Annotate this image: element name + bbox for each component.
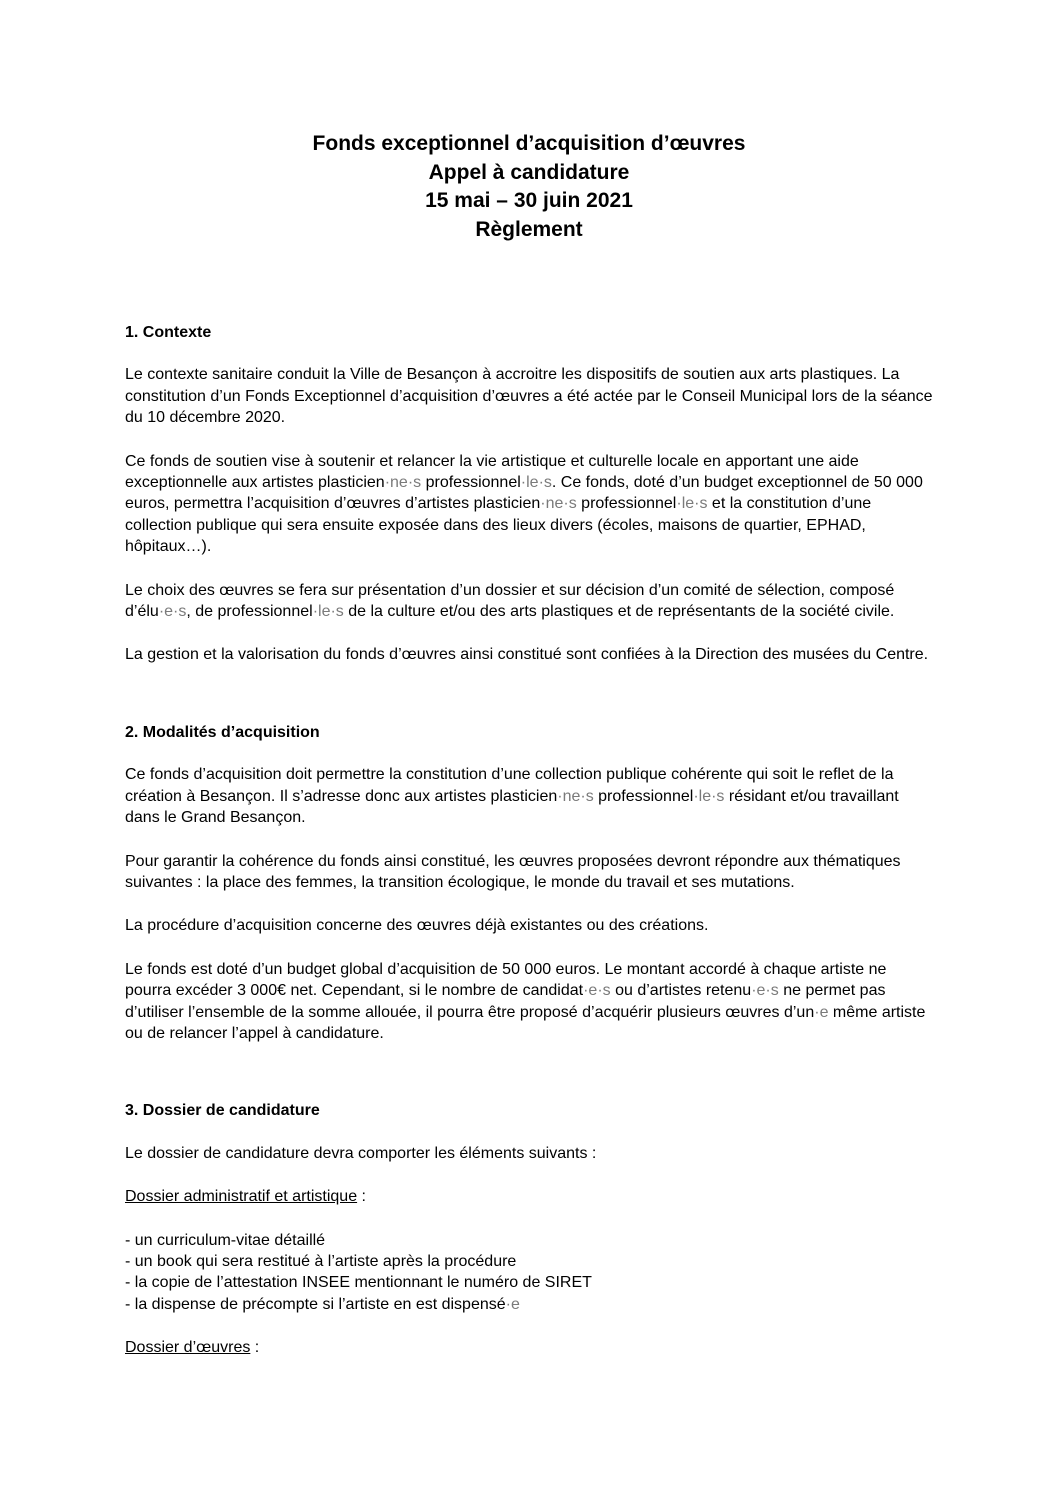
inclusive-suffix: ·e·s — [158, 603, 187, 621]
inclusive-suffix: ·le·s — [693, 787, 725, 805]
section-1-paragraph-2 — [125, 451, 935, 558]
list-item: - un book qui sera restitué à l’artiste après la procédure — [125, 1252, 517, 1270]
text-run: ne permet pas d’utiliser l’ensemble de la somme allouée, il pourra être proposé d’acquérir plusieurs œuvres d’un — [125, 982, 886, 1021]
subheading-colon: : — [357, 1188, 366, 1206]
text-run: professionnel — [593, 787, 694, 805]
requirements-list — [125, 1230, 935, 1316]
section-2-paragraph-3: La procédure d’acquisition concerne des œuvres déjà existantes ou des créations. — [125, 917, 709, 935]
section-2-heading: 2. Modalités d’acquisition — [125, 723, 320, 741]
text-run: de la culture et/ou des arts plastiques et de représentants de la société civile. — [343, 603, 895, 621]
section-1-paragraph-4: La gestion et la valorisation du fonds d’œuvres ainsi constitué sont confiées à la Direction des musées du Centre. — [125, 646, 929, 664]
text-run: Le choix des œuvres se fera sur présentation d’un dossier et sur décision d’un comité de sélection, composé d’élu — [125, 581, 895, 621]
section-1-heading: 1. Contexte — [125, 324, 212, 341]
text-run: , de professionnel — [186, 603, 313, 621]
text-run: et la constitution d’une collection publique qui sera ensuite exposée dans des lieux divers (écoles, maisons de quartier, EPHAD, hôpitaux…). — [125, 495, 872, 556]
text-run: résidant et/ou travaillant dans le Grand Besançon. — [125, 787, 899, 827]
section-1-paragraph-1: Le contexte sanitaire conduit la Ville de Besançon à accroitre les dispositifs de soutien aux arts plastiques. La constitution d’un Fonds Exceptionnel d’acquisition d’œuvres a été actée par le Conseil Municipal lors de la séance du 10 décembre 2020. — [125, 366, 933, 427]
inclusive-suffix: ·ne·s — [540, 495, 577, 513]
text-run: Le fonds est doté d’un budget global d’acquisition de 50 000 euros. Le montant accordé à chaque artiste ne pourra excéder 3 000€ net. Cependant, si le nombre de candidat — [125, 960, 887, 1000]
section-spacer — [125, 688, 935, 722]
subheading-administrative — [125, 1186, 935, 1207]
section-2-paragraph-2: Pour garantir la cohérence du fonds ainsi constitué, les œuvres proposées devront répondre aux thématiques suivantes : la place des femmes, la transition écologique, le monde du travail et ses mutations. — [125, 852, 901, 891]
document-title — [0, 130, 1058, 244]
inclusive-suffix: ·e — [814, 1003, 829, 1021]
text-run: - la dispense de précompte si l’artiste en est dispensé — [125, 1295, 506, 1313]
inclusive-suffix: ·le·s — [312, 603, 344, 621]
inclusive-suffix: ·ne·s — [557, 787, 594, 805]
inclusive-suffix: ·ne·s — [384, 474, 422, 492]
section-1-paragraph-3 — [125, 580, 935, 623]
title-line-2: Appel à candidature — [428, 160, 630, 184]
document-body — [125, 322, 935, 1381]
subheading-colon: : — [250, 1339, 260, 1357]
section-3-intro: Le dossier de candidature devra comporter les éléments suivants : — [125, 1144, 597, 1162]
inclusive-suffix: ·le·s — [676, 495, 708, 513]
subheading-label: Dossier administratif et artistique — [125, 1188, 358, 1206]
title-line-4: Règlement — [475, 217, 583, 241]
inclusive-suffix: ·le·s — [520, 474, 552, 492]
subheading-label: Dossier d’œuvres — [125, 1339, 251, 1357]
title-line-3: 15 mai – 30 juin 2021 — [425, 189, 633, 212]
text-run: Ce fonds d’acquisition doit permettre la constitution d’une collection publique cohérente qui soit le reflet de la création à Besançon. Il s’adresse donc aux artistes plasticien — [125, 766, 894, 805]
section-3-heading: 3. Dossier de candidature — [125, 1102, 320, 1120]
section-2-paragraph-1 — [125, 764, 935, 828]
inclusive-suffix: ·e·s — [751, 982, 779, 1000]
section-spacer — [125, 1066, 935, 1100]
text-run: Ce fonds de soutien vise à soutenir et relancer la vie artistique et culturelle locale en apportant une aide exceptionnelle aux artistes plasticien — [125, 452, 859, 492]
text-run: professionnel — [576, 495, 677, 513]
title-line-1: Fonds exceptionnel d’acquisition d’œuvres — [312, 132, 746, 155]
text-run: même artiste ou de relancer l’appel à candidature. — [125, 1003, 926, 1042]
list-item — [125, 1294, 935, 1315]
text-run: professionnel — [421, 474, 521, 492]
inclusive-suffix: ·e·s — [583, 982, 611, 1000]
list-item: - la copie de l’attestation INSEE mentionnant le numéro de SIRET — [125, 1274, 592, 1292]
list-item: - un curriculum-vitae détaillé — [125, 1231, 326, 1249]
section-2-paragraph-4 — [125, 959, 935, 1045]
text-run: . Ce fonds, doté d’un budget exceptionnel de 50 000 euros, permettra l’acquisition d’œuvres d’artistes plasticien — [125, 474, 923, 513]
inclusive-suffix: ·e — [505, 1295, 520, 1313]
text-run: ou d’artistes retenu — [610, 982, 752, 1000]
subheading-works — [125, 1337, 935, 1358]
